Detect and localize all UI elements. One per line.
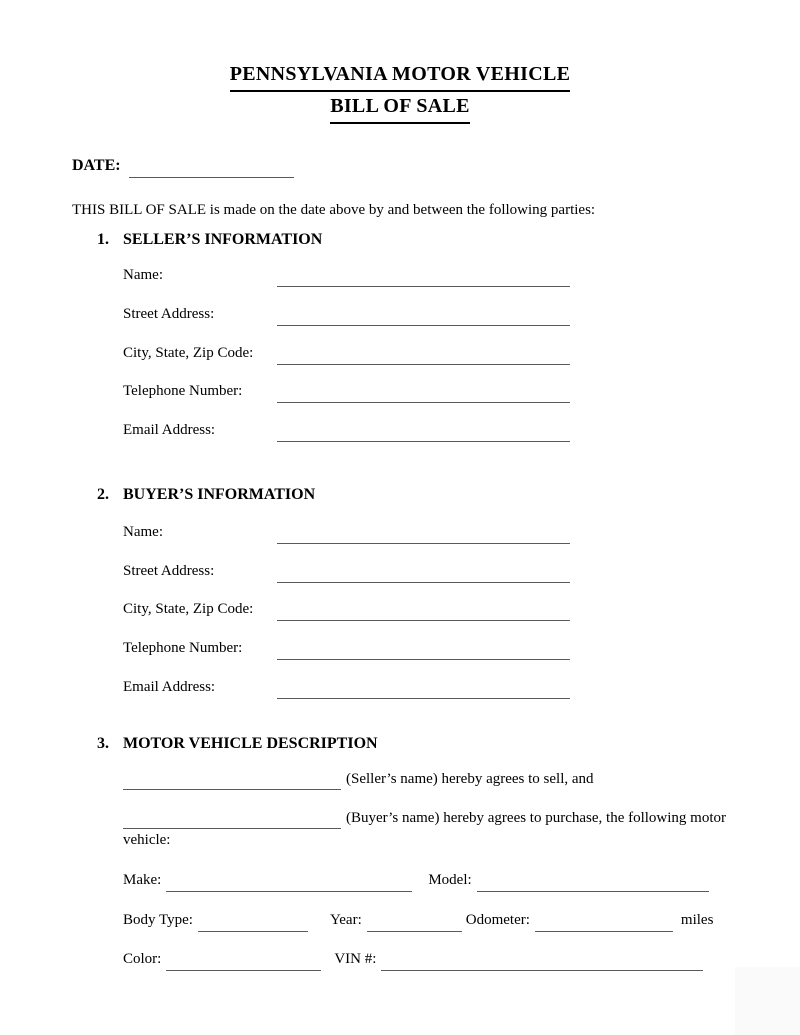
seller-email-label: Email Address: — [123, 422, 216, 438]
body-type-line[interactable] — [198, 908, 308, 932]
buyer-name-line[interactable] — [277, 520, 570, 544]
seller-telephone-row — [123, 379, 570, 403]
document-title — [0, 60, 800, 124]
seller-clause-text: (Seller’s name) hereby agrees to sell, and — [346, 771, 594, 787]
buyer-street-line[interactable] — [277, 559, 570, 583]
make-model-row — [123, 868, 709, 892]
buyer-city-state-zip-row — [123, 597, 570, 621]
buyer-name-row — [123, 520, 570, 544]
buyer-city-state-zip-line[interactable] — [277, 597, 570, 621]
buyer-clause — [123, 807, 733, 851]
color-vin-row — [123, 947, 703, 971]
vin-line[interactable] — [381, 947, 703, 971]
section-3-title: MOTOR VEHICLE DESCRIPTION — [123, 735, 378, 752]
seller-street-line[interactable] — [277, 302, 570, 326]
odometer-line[interactable] — [535, 908, 673, 932]
date-row — [72, 154, 294, 178]
buyer-city-state-zip-label: City, State, Zip Code: — [123, 601, 254, 617]
buyer-email-label: Email Address: — [123, 679, 216, 695]
section-2-title: BUYER’S INFORMATION — [123, 486, 316, 503]
seller-email-row — [123, 418, 570, 442]
miles-suffix: miles — [680, 912, 714, 928]
section-3-number: 3. — [97, 735, 109, 752]
date-blank-line[interactable] — [129, 154, 294, 178]
seller-telephone-line[interactable] — [277, 379, 570, 403]
seller-name-label: Name: — [123, 267, 163, 283]
seller-city-state-zip-label: City, State, Zip Code: — [123, 345, 254, 361]
seller-city-state-zip-row — [123, 341, 570, 365]
buyer-street-row — [123, 559, 570, 583]
buyer-telephone-line[interactable] — [277, 636, 570, 660]
seller-email-line[interactable] — [277, 418, 570, 442]
buyer-telephone-row — [123, 636, 570, 660]
section-2-number: 2. — [97, 486, 109, 503]
color-line[interactable] — [166, 947, 321, 971]
title-line-2: BILL OF SALE — [330, 92, 470, 124]
intro-text: THIS BILL OF SALE is made on the date above by and between the following parties: — [72, 202, 596, 218]
seller-clause-name-line[interactable] — [123, 768, 341, 790]
section-2-heading — [97, 484, 315, 506]
buyer-email-row — [123, 675, 570, 699]
vin-label: VIN #: — [334, 951, 377, 967]
section-1-heading — [97, 229, 322, 251]
buyer-clause-text: (Buyer’s name) hereby agrees to purchase, the following motor vehicle: — [123, 810, 727, 848]
buyer-clause-name-line[interactable] — [123, 807, 341, 829]
section-1-number: 1. — [97, 231, 109, 248]
make-label: Make: — [123, 872, 162, 888]
model-line[interactable] — [477, 868, 709, 892]
date-label: DATE: — [72, 157, 121, 174]
page-corner-shade — [735, 967, 800, 1035]
section-1-title: SELLER’S INFORMATION — [123, 231, 323, 248]
seller-city-state-zip-line[interactable] — [277, 341, 570, 365]
body-year-odometer-row — [123, 908, 713, 932]
buyer-email-line[interactable] — [277, 675, 570, 699]
odometer-label: Odometer: — [465, 912, 530, 928]
buyer-name-label: Name: — [123, 524, 163, 540]
seller-name-row — [123, 263, 570, 287]
year-line[interactable] — [367, 908, 462, 932]
seller-telephone-label: Telephone Number: — [123, 383, 243, 399]
title-line-1: PENNSYLVANIA MOTOR VEHICLE — [230, 60, 571, 92]
buyer-telephone-label: Telephone Number: — [123, 640, 243, 656]
seller-clause — [123, 768, 733, 790]
color-label: Color: — [123, 951, 162, 967]
seller-street-row — [123, 302, 570, 326]
seller-name-line[interactable] — [277, 263, 570, 287]
buyer-street-label: Street Address: — [123, 563, 215, 579]
year-label: Year: — [329, 912, 362, 928]
section-3-heading — [97, 733, 378, 755]
body-type-label: Body Type: — [123, 912, 193, 928]
seller-street-label: Street Address: — [123, 306, 215, 322]
make-line[interactable] — [166, 868, 412, 892]
model-label: Model: — [428, 872, 472, 888]
